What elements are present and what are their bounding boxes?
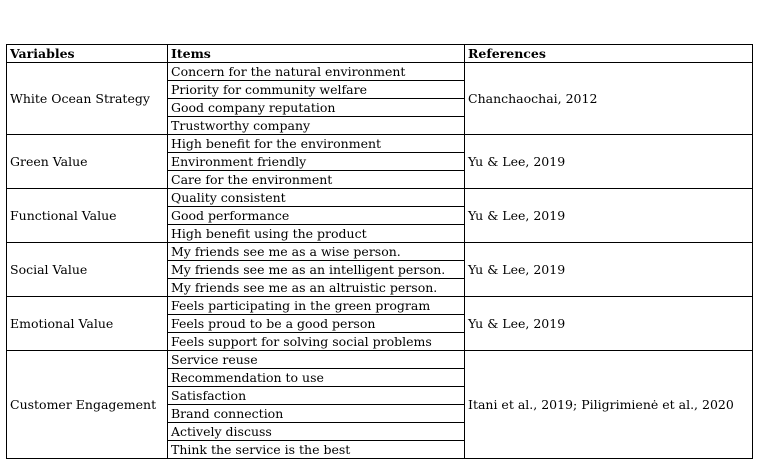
reference-cell: Yu & Lee, 2019 bbox=[465, 297, 753, 351]
table-row bbox=[7, 135, 753, 153]
table-row bbox=[7, 189, 753, 207]
header-row bbox=[7, 45, 753, 63]
table-row bbox=[7, 243, 753, 261]
item-cell: Good company reputation bbox=[168, 99, 465, 117]
item-cell: Recommendation to use bbox=[168, 369, 465, 387]
table-body bbox=[7, 63, 753, 459]
table-row bbox=[7, 297, 753, 315]
variables-table bbox=[6, 44, 753, 459]
table-row bbox=[7, 351, 753, 369]
reference-cell: Yu & Lee, 2019 bbox=[465, 189, 753, 243]
item-cell: Good performance bbox=[168, 207, 465, 225]
variable-cell: White Ocean Strategy bbox=[7, 63, 168, 135]
variable-cell: Social Value bbox=[7, 243, 168, 297]
item-cell: Satisfaction bbox=[168, 387, 465, 405]
item-cell: High benefit using the product bbox=[168, 225, 465, 243]
variable-cell: Emotional Value bbox=[7, 297, 168, 351]
item-cell: Priority for community welfare bbox=[168, 81, 465, 99]
item-cell: Brand connection bbox=[168, 405, 465, 423]
item-cell: My friends see me as an intelligent person. bbox=[168, 261, 465, 279]
item-cell: Concern for the natural environment bbox=[168, 63, 465, 81]
item-cell: My friends see me as a wise person. bbox=[168, 243, 465, 261]
item-cell: High benefit for the environment bbox=[168, 135, 465, 153]
reference-cell: Itani et al., 2019; Piligrimienė et al., 2020 bbox=[465, 351, 753, 459]
variable-cell: Green Value bbox=[7, 135, 168, 189]
header-variables: Variables bbox=[7, 45, 168, 63]
variable-cell: Customer Engagement bbox=[7, 351, 168, 459]
item-cell: Quality consistent bbox=[168, 189, 465, 207]
variable-cell: Functional Value bbox=[7, 189, 168, 243]
item-cell: Actively discuss bbox=[168, 423, 465, 441]
item-cell: Service reuse bbox=[168, 351, 465, 369]
reference-cell: Chanchaochai, 2012 bbox=[465, 63, 753, 135]
table-row bbox=[7, 63, 753, 81]
item-cell: Environment friendly bbox=[168, 153, 465, 171]
item-cell: Think the service is the best bbox=[168, 441, 465, 459]
reference-cell: Yu & Lee, 2019 bbox=[465, 135, 753, 189]
reference-cell: Yu & Lee, 2019 bbox=[465, 243, 753, 297]
item-cell: My friends see me as an altruistic person. bbox=[168, 279, 465, 297]
item-cell: Feels proud to be a good person bbox=[168, 315, 465, 333]
header-references: References bbox=[465, 45, 753, 63]
item-cell: Trustworthy company bbox=[168, 117, 465, 135]
item-cell: Feels participating in the green program bbox=[168, 297, 465, 315]
item-cell: Care for the environment bbox=[168, 171, 465, 189]
item-cell: Feels support for solving social problems bbox=[168, 333, 465, 351]
header-items: Items bbox=[168, 45, 465, 63]
